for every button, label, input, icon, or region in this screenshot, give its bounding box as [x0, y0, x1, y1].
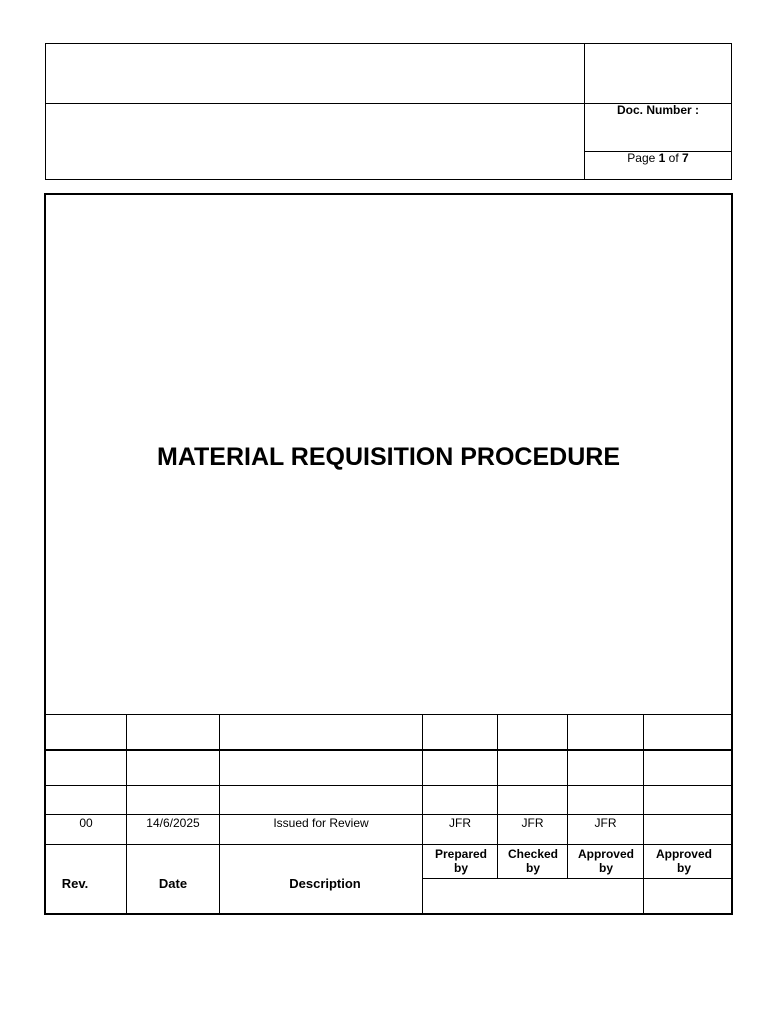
- table-header-description: Description: [289, 876, 361, 891]
- page-total: 7: [682, 151, 689, 165]
- table-header-date: Date: [158, 876, 188, 891]
- table-header-approved2-line1: Approved: [655, 847, 712, 861]
- table-line-row2: [46, 785, 731, 786]
- table-header-prepared-line1: Prepared: [434, 847, 488, 861]
- table-cell-checked-by: JFR: [521, 816, 544, 830]
- table-header-prepared-by: [423, 847, 499, 875]
- table-header-approved-line2: by: [598, 861, 613, 875]
- table-header-prepared-line2: by: [453, 861, 468, 875]
- table-header-approved2-line2: by: [676, 861, 691, 875]
- table-cell-approved-by: JFR: [594, 816, 617, 830]
- table-line-row4: [46, 844, 731, 845]
- document-title: MATERIAL REQUISITION PROCEDURE: [157, 443, 620, 471]
- table-col-approved: [643, 714, 644, 913]
- table-line-top: [46, 714, 731, 715]
- table-line-row1: [46, 749, 731, 751]
- table-cell-rev: 00: [79, 816, 93, 830]
- table-cell-date: 14/6/2025: [146, 816, 200, 830]
- page-current: 1: [658, 151, 666, 165]
- doc-number-label: Doc. Number :: [616, 103, 699, 117]
- table-header-rev: Rev.: [61, 876, 89, 891]
- table-header-checked-line2: by: [525, 861, 540, 875]
- table-header-approved-by: [568, 847, 644, 875]
- document-cover-frame: [44, 193, 733, 915]
- page-separator: of: [668, 151, 679, 165]
- table-header-approved-by-2: [644, 847, 724, 875]
- table-line-row3: [46, 814, 731, 815]
- table-cell-description: Issued for Review: [273, 816, 369, 830]
- table-line-signature: [422, 878, 731, 879]
- table-header-checked-line1: Checked: [507, 847, 559, 861]
- table-header-approved-line1: Approved: [577, 847, 634, 861]
- table-cell-prepared-by: JFR: [449, 816, 471, 830]
- page-indicator: [585, 151, 731, 165]
- table-header-checked-by: [498, 847, 568, 875]
- page-prefix: Page: [627, 151, 656, 165]
